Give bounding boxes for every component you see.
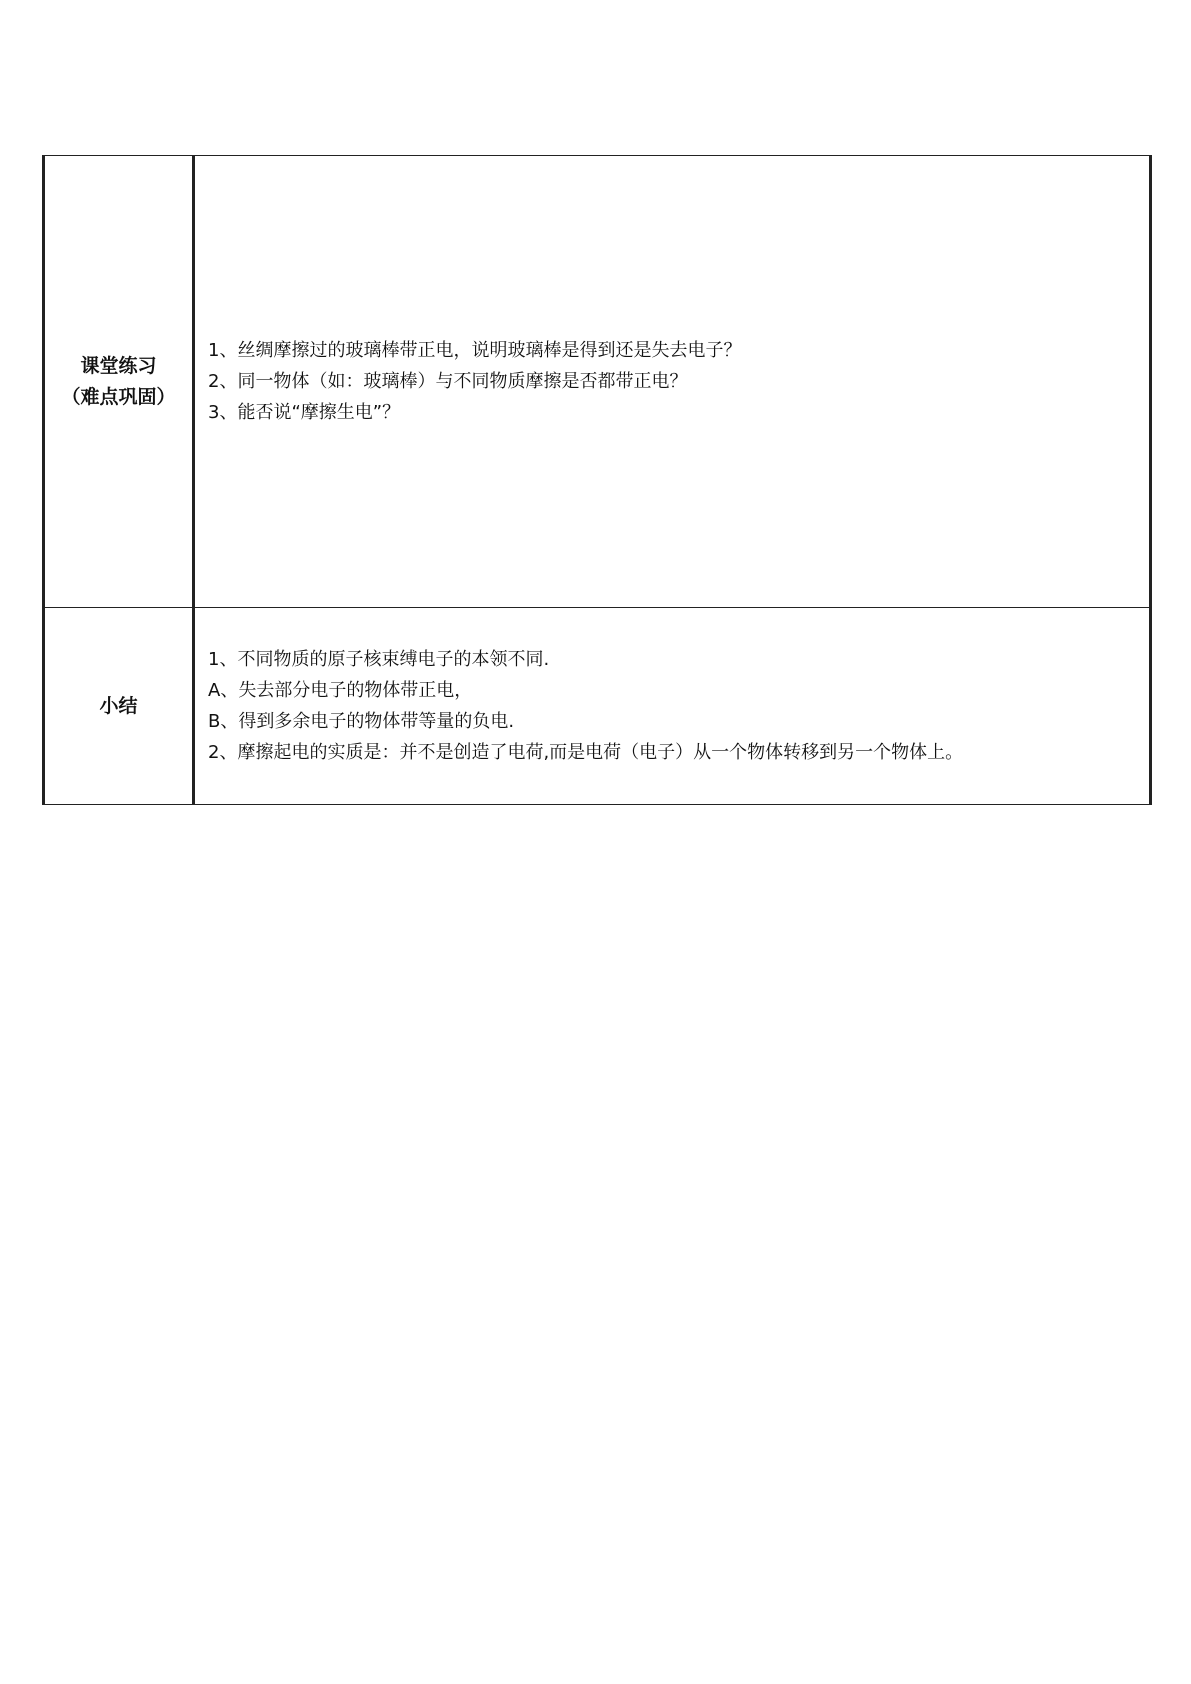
practice-question-3: 3、能否说“摩擦生电”？ [208, 402, 401, 423]
summary-content-cell [194, 608, 1151, 805]
practice-label-cell [44, 156, 194, 608]
practice-content-cell [194, 156, 1151, 608]
practice-label: 课堂练习 [80, 354, 157, 377]
summary-label-cell [44, 608, 194, 805]
summary-point-a: A、失去部分电子的物体带正电， [208, 680, 473, 701]
practice-row [44, 156, 1151, 608]
summary-point-b: B、得到多余电子的物体带等量的负电. [208, 711, 515, 732]
summary-point-1: 1、不同物质的原子核束缚电子的本领不同. [208, 649, 550, 670]
practice-question-1: 1、丝绸摩擦过的玻璃棒带正电，说明玻璃棒是得到还是失去电子？ [208, 340, 742, 361]
summary-point-2: 2、摩擦起电的实质是：并不是创造了电荷,而是电荷（电子）从一个物体转移到另一个物体上。 [208, 742, 964, 763]
lesson-table [42, 155, 1152, 805]
summary-label: 小结 [99, 694, 138, 717]
practice-sublabel: （难点巩固） [61, 385, 176, 408]
practice-question-2: 2、同一物体（如：玻璃棒）与不同物质摩擦是否都带正电？ [208, 371, 688, 392]
summary-row [44, 608, 1151, 805]
